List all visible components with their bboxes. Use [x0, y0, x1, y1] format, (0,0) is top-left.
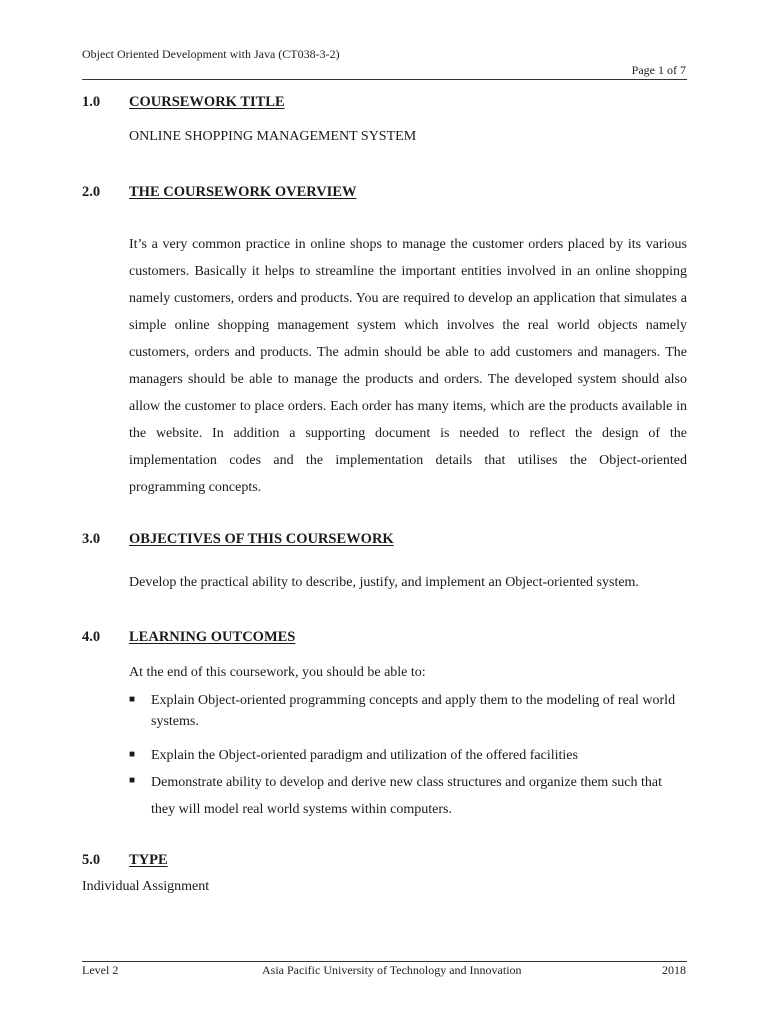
section-1-title: COURSEWORK TITLE	[129, 94, 285, 110]
overview-paragraph: It’s a very common practice in online shops to manage the customer orders placed by its various customers. Basically it helps to streamline the important entities involved in an online shopping namely customers, orders and products. You are required to develop an application that simulates a simple online shopping management system which involves the real world objects namely customers, orders and products. The admin should be able to add customers and managers. The managers should be able to manage the products and orders. The developed system should also allow the customer to place orders. Each order has many items, which are the products available in the website. In addition a supporting document is needed to reflect the design of the implementation codes and the implementation details that utilises the Object-oriented programming concepts.	[129, 237, 687, 495]
header-page-number: Page 1 of 7	[631, 63, 686, 77]
coursework-title-text: ONLINE SHOPPING MANAGEMENT SYSTEM	[129, 129, 417, 144]
section-2-number: 2.0	[82, 184, 101, 200]
bullet-marker: ■	[129, 749, 136, 760]
section-2-title: THE COURSEWORK OVERVIEW	[129, 184, 357, 200]
learning-outcome-item: Explain Object-oriented programming concepts and apply them to the modeling of real world systems.	[151, 693, 676, 729]
learning-outcome-item: Explain the Object-oriented paradigm and utilization of the offered facilities	[151, 748, 578, 763]
header-rule	[82, 79, 687, 80]
section-5-number: 5.0	[82, 852, 101, 868]
section-5-title: TYPE	[129, 852, 168, 868]
footer-level: Level 2	[82, 963, 119, 977]
assignment-type-text: Individual Assignment	[82, 879, 210, 894]
section-4-title: LEARNING OUTCOMES	[129, 629, 296, 645]
section-1-number: 1.0	[82, 94, 101, 110]
footer-institution: Asia Pacific University of Technology and Innovation	[262, 963, 522, 977]
objectives-text: Develop the practical ability to describe, justify, and implement an Object-oriented system.	[129, 575, 639, 590]
section-3-number: 3.0	[82, 531, 101, 547]
footer-year: 2018	[662, 963, 686, 977]
bullet-marker: ■	[129, 775, 136, 786]
bullet-marker: ■	[129, 694, 136, 705]
learning-outcome-item: Demonstrate ability to develop and derive new class structures and organize them such that they will model real world systems within computers.	[151, 775, 662, 817]
footer-rule	[82, 961, 687, 962]
section-3-title: OBJECTIVES OF THIS COURSEWORK	[129, 531, 394, 547]
section-4-number: 4.0	[82, 629, 101, 645]
learning-outcomes-intro: At the end of this coursework, you should be able to:	[129, 665, 426, 680]
header-course-title: Object Oriented Development with Java (CT038-3-2)	[82, 47, 340, 61]
